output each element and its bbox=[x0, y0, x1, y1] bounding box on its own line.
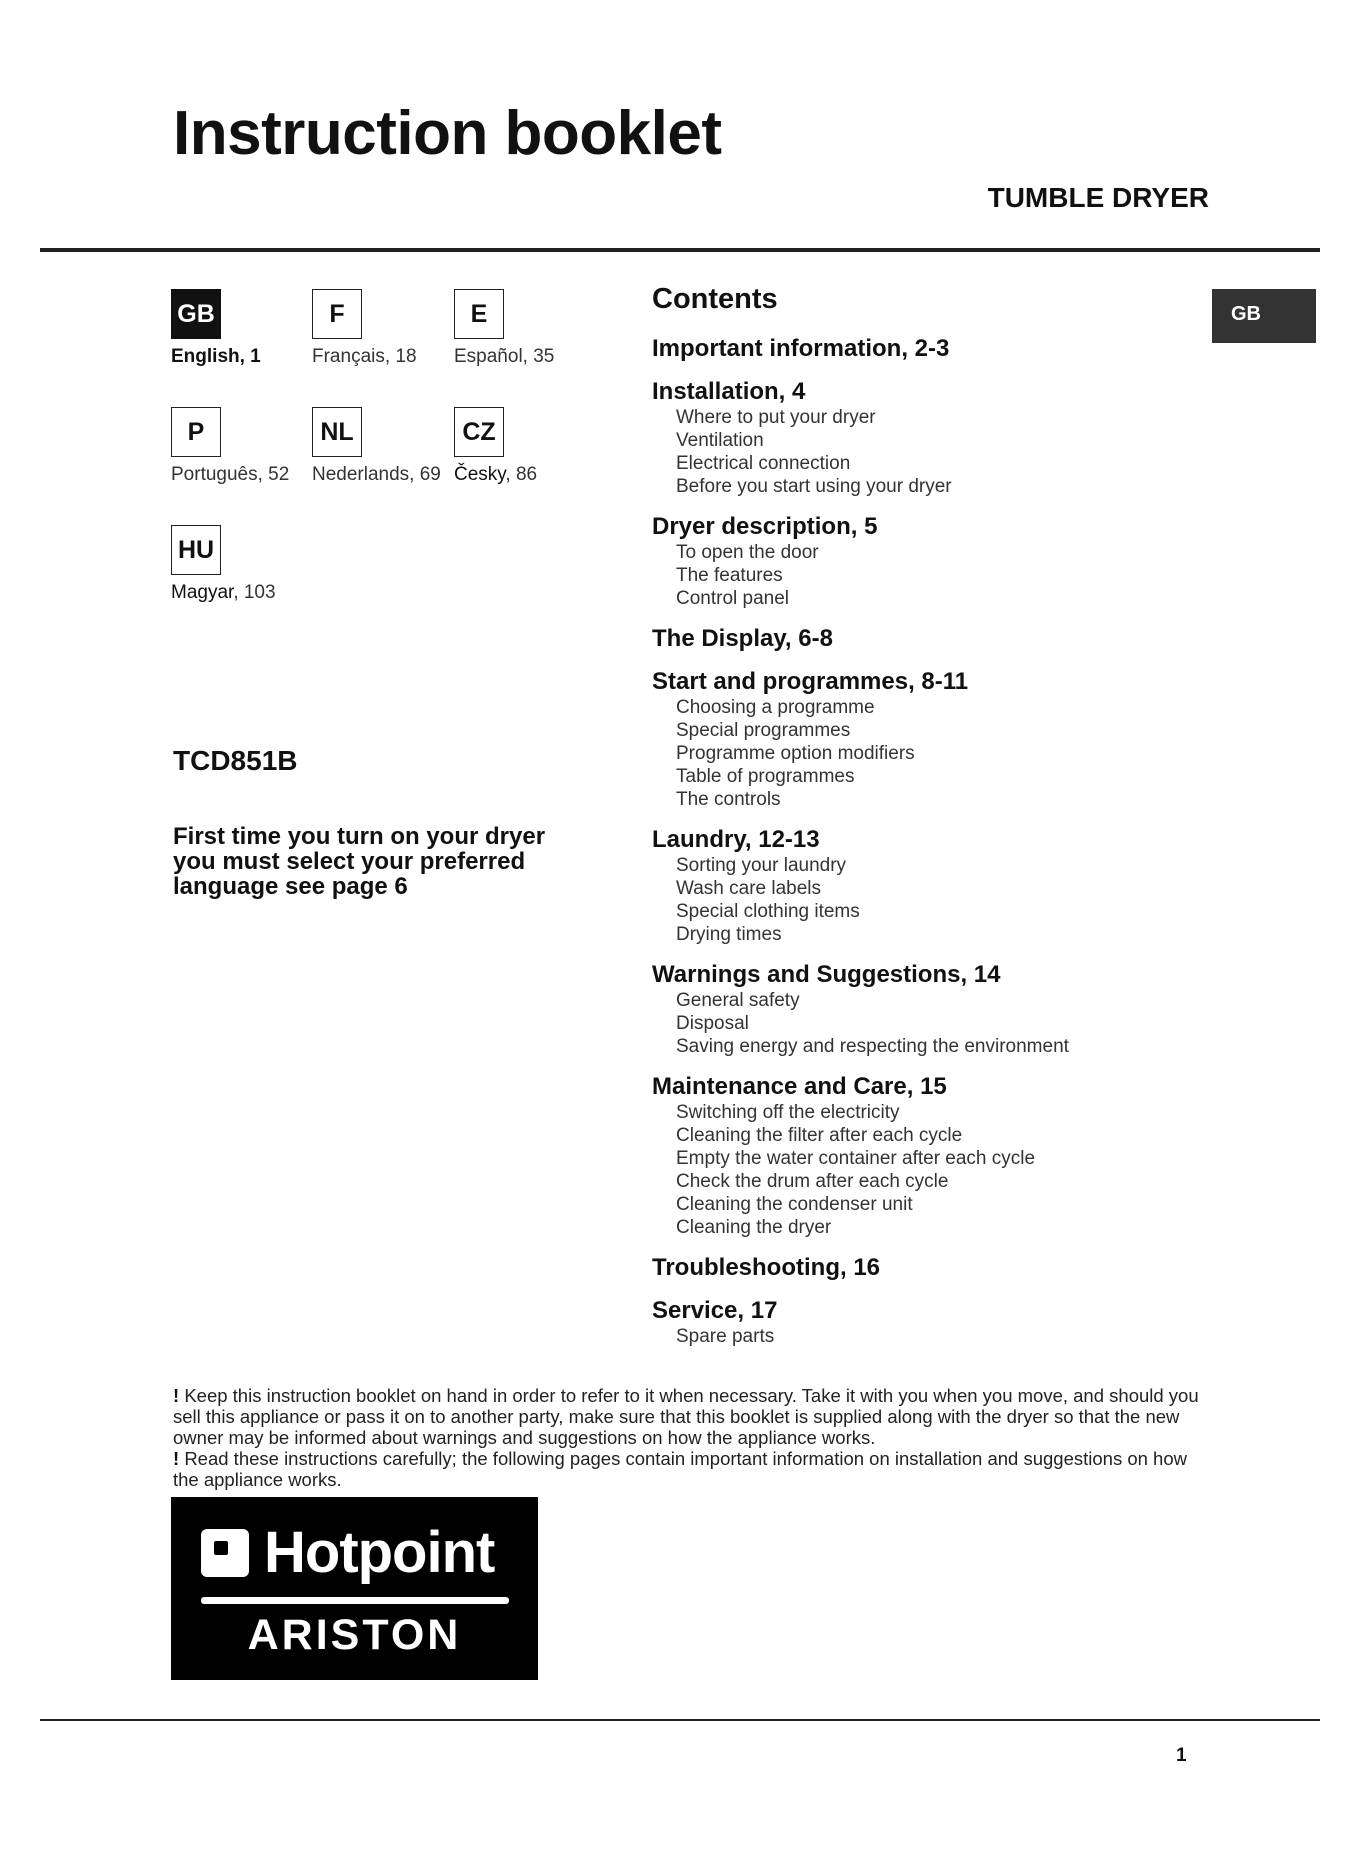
language-page: , 35 bbox=[522, 346, 555, 367]
top-divider bbox=[40, 248, 1320, 252]
toc-heading[interactable]: Service, 17 bbox=[652, 1297, 778, 1324]
footnotes bbox=[173, 1385, 1213, 1490]
language-code-box[interactable]: NL bbox=[312, 407, 362, 457]
language-code-box[interactable]: HU bbox=[171, 525, 221, 575]
language-name: Français bbox=[312, 346, 385, 367]
toc-item[interactable]: Drying times bbox=[676, 924, 782, 945]
language-label bbox=[171, 582, 311, 604]
language-name: Česky bbox=[454, 464, 506, 485]
toc-section bbox=[652, 625, 1212, 653]
toc-item[interactable]: Control panel bbox=[676, 588, 790, 609]
language-name: Español bbox=[454, 346, 523, 367]
toc-item[interactable]: Choosing a programme bbox=[676, 697, 875, 718]
first-time-language-note: First time you turn on your dryer you must select your preferred language see page 6 bbox=[173, 823, 546, 900]
toc-item[interactable]: Electrical connection bbox=[676, 453, 851, 474]
toc-item[interactable]: Table of programmes bbox=[676, 766, 855, 787]
page-number: 1 bbox=[1176, 1745, 1187, 1766]
footnote bbox=[173, 1385, 1213, 1448]
toc-item[interactable]: Saving energy and respecting the environment bbox=[676, 1036, 1069, 1057]
language-label bbox=[312, 464, 452, 486]
language-french[interactable] bbox=[312, 289, 452, 368]
toc-item[interactable]: Before you start using your dryer bbox=[676, 476, 952, 497]
language-page: , 69 bbox=[409, 464, 441, 485]
warning-mark: ! bbox=[173, 1448, 180, 1469]
toc-item[interactable]: Check the drum after each cycle bbox=[676, 1171, 949, 1192]
footnote-text: Read these instructions carefully; the following pages contain important information on installation and suggestions on how the appliance works. bbox=[173, 1448, 1187, 1490]
toc-sections bbox=[652, 335, 1212, 1348]
toc-heading[interactable]: Start and programmes, 8-11 bbox=[652, 668, 969, 695]
toc-section bbox=[652, 378, 1212, 498]
toc-item[interactable]: Special programmes bbox=[676, 720, 851, 741]
footnote bbox=[173, 1448, 1213, 1490]
toc-section bbox=[652, 961, 1212, 1058]
toc-item[interactable]: To open the door bbox=[676, 542, 819, 563]
toc-heading[interactable]: Warnings and Suggestions, 14 bbox=[652, 961, 1001, 988]
logo-sub-brand: ARISTON bbox=[247, 1611, 462, 1659]
toc-heading[interactable]: The Display, 6-8 bbox=[652, 625, 833, 652]
warning-mark: ! bbox=[173, 1385, 180, 1406]
language-side-tab: GB bbox=[1212, 289, 1316, 343]
language-czech[interactable] bbox=[454, 407, 594, 486]
language-portuguese[interactable] bbox=[171, 407, 311, 486]
language-code-box[interactable]: E bbox=[454, 289, 504, 339]
toc-item[interactable]: Special clothing items bbox=[676, 901, 860, 922]
toc-section bbox=[652, 513, 1212, 610]
toc-item[interactable]: The features bbox=[676, 565, 783, 586]
language-page: , 86 bbox=[505, 464, 538, 485]
language-spanish[interactable] bbox=[454, 289, 594, 368]
language-dutch[interactable] bbox=[312, 407, 452, 486]
toc-item[interactable]: Where to put your dryer bbox=[676, 407, 876, 428]
language-code-box[interactable]: CZ bbox=[454, 407, 504, 457]
product-type: TUMBLE DRYER bbox=[987, 182, 1209, 213]
toc-section bbox=[652, 1254, 1212, 1282]
language-label bbox=[171, 464, 311, 486]
logo-square-icon bbox=[201, 1529, 249, 1577]
toc-section bbox=[652, 1073, 1212, 1239]
language-label bbox=[171, 346, 311, 368]
language-page: , 1 bbox=[239, 346, 261, 367]
bottom-divider bbox=[40, 1719, 1320, 1721]
language-page: , 18 bbox=[384, 346, 417, 367]
toc-item[interactable]: Disposal bbox=[676, 1013, 749, 1034]
language-page: , 103 bbox=[233, 582, 276, 603]
toc-item[interactable]: Switching off the electricity bbox=[676, 1102, 900, 1123]
language-code-box[interactable]: P bbox=[171, 407, 221, 457]
language-name: Magyar bbox=[171, 582, 234, 603]
toc-heading[interactable]: Maintenance and Care, 15 bbox=[652, 1073, 947, 1100]
document-title: Instruction booklet bbox=[173, 99, 722, 168]
toc-heading[interactable]: Dryer description, 5 bbox=[652, 513, 878, 540]
language-label bbox=[454, 346, 594, 368]
logo-divider bbox=[201, 1597, 509, 1604]
toc-item[interactable]: Programme option modifiers bbox=[676, 743, 915, 764]
toc-heading[interactable]: Troubleshooting, 16 bbox=[652, 1254, 881, 1281]
toc-heading[interactable]: Laundry, 12-13 bbox=[652, 826, 820, 853]
language-name: Nederlands bbox=[312, 464, 410, 485]
contents-title: Contents bbox=[652, 283, 778, 315]
language-name: English bbox=[171, 346, 240, 367]
toc-item[interactable]: Empty the water container after each cycle bbox=[676, 1148, 1036, 1169]
footnote-text: Keep this instruction booklet on hand in order to refer to it when necessary. Take it with you when you move, and should you sell this appliance or pass it on to another party, make sure that this booklet is supplied along with the dryer so that the new owner may be informed about warnings and suggestions on how the appliance works. bbox=[173, 1385, 1199, 1448]
toc-item[interactable]: Sorting your laundry bbox=[676, 855, 847, 876]
toc-heading[interactable]: Important information, 2-3 bbox=[652, 335, 950, 362]
logo-brand: Hotpoint bbox=[264, 1520, 495, 1585]
table-of-contents bbox=[652, 283, 1212, 1363]
language-code-box[interactable]: GB bbox=[171, 289, 221, 339]
language-label bbox=[454, 464, 594, 486]
model-number: TCD851B bbox=[173, 745, 298, 776]
toc-item[interactable]: Ventilation bbox=[676, 430, 764, 451]
toc-section bbox=[652, 1297, 1212, 1348]
toc-section bbox=[652, 335, 1212, 363]
toc-item[interactable]: Spare parts bbox=[676, 1326, 775, 1347]
language-page: , 52 bbox=[257, 464, 290, 485]
toc-heading[interactable]: Installation, 4 bbox=[652, 378, 806, 405]
language-english[interactable] bbox=[171, 289, 311, 368]
toc-item[interactable]: Cleaning the dryer bbox=[676, 1217, 832, 1238]
toc-item[interactable]: Cleaning the condenser unit bbox=[676, 1194, 913, 1215]
toc-item[interactable]: Cleaning the filter after each cycle bbox=[676, 1125, 963, 1146]
toc-section bbox=[652, 668, 1212, 811]
language-name: Português bbox=[171, 464, 258, 485]
toc-item[interactable]: Wash care labels bbox=[676, 878, 822, 899]
language-label bbox=[312, 346, 452, 368]
hotpoint-ariston-logo bbox=[171, 1497, 538, 1680]
toc-item[interactable]: The controls bbox=[676, 789, 781, 810]
toc-section bbox=[652, 826, 1212, 946]
toc-item[interactable]: General safety bbox=[676, 990, 800, 1011]
language-hungarian[interactable] bbox=[171, 525, 311, 604]
language-code-box[interactable]: F bbox=[312, 289, 362, 339]
